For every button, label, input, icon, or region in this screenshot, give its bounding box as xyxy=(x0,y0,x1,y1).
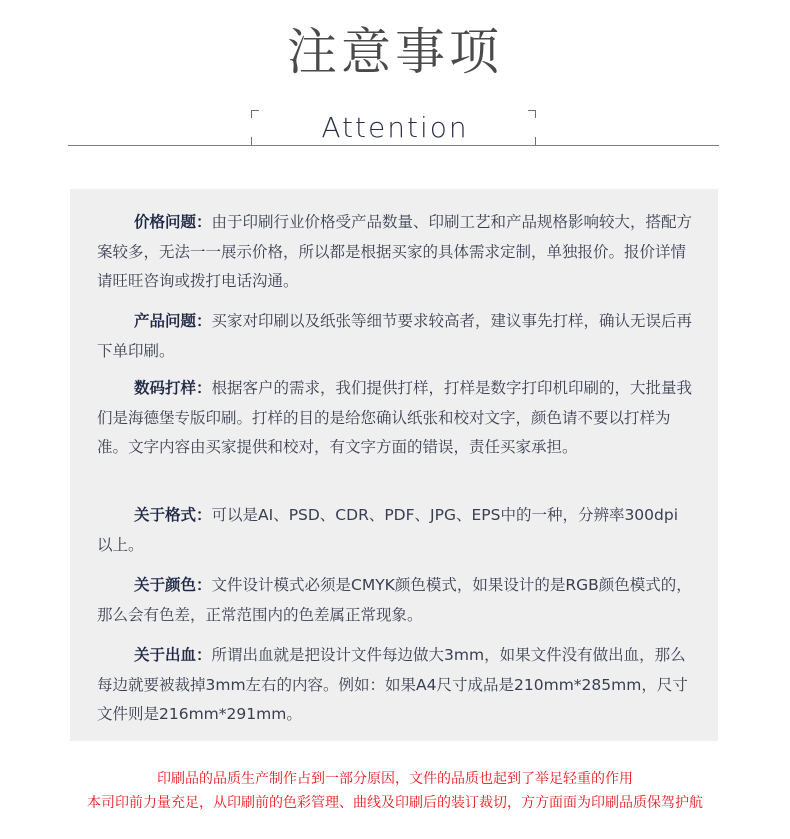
note-label: 关于出血： xyxy=(134,646,212,664)
note-label: 关于格式： xyxy=(134,506,212,524)
note-text: 根据客户的需求，我们提供打样，打样是数字打印机印刷的，大批量我们是海德堡专版印刷。打样的目的是给您确认纸张和校对文字，颜色请不要以打样为准。文字内容由买家提供和校对，有文字方面的错误，责任买家承担。 xyxy=(97,379,693,456)
page-subtitle: Attention xyxy=(321,111,469,144)
note-text: 文件设计模式必须是CMYK颜色模式，如果设计的是RGB颜色模式的，那么会有色差，正常范围内的色差属正常现象。 xyxy=(97,576,692,624)
note-bleed xyxy=(97,641,693,730)
note-color xyxy=(97,571,693,630)
note-text: 所谓出血就是把设计文件每边做大3mm，如果文件没有做出血，那么每边就要被裁掉3mm左右的内容。例如：如果A4尺寸成品是210mm*285mm，尺寸文件则是216mm*291mm。 xyxy=(97,646,688,723)
note-label: 价格问题： xyxy=(134,213,212,231)
note-text: 可以是AI、PSD、CDR、PDF、JPG、EPS中的一种，分辨率300dpi以上。 xyxy=(97,506,679,554)
note-label: 产品问题： xyxy=(134,312,212,330)
notes-panel xyxy=(70,189,718,741)
note-text: 由于印刷行业价格受产品数量、印刷工艺和产品规格影响较大，搭配方案较多，无法一一展示价格，所以都是根据买家的具体需求定制，单独报价。报价详情请旺旺咨询或拨打电话沟通。 xyxy=(97,213,693,290)
page-title: 注意事项 xyxy=(287,23,503,81)
note-text: 买家对印刷以及纸张等细节要求较高者，建议事先打样，确认无误后再下单印刷。 xyxy=(97,312,693,360)
note-format xyxy=(97,501,693,560)
header-divider xyxy=(68,145,719,146)
footer-notice-line-2: 本司印前力量充足，从印刷前的色彩管理、曲线及印刷后的装订裁切，方方面面为印刷品质保驾护航 xyxy=(87,795,703,811)
note-label: 数码打样： xyxy=(134,379,212,397)
note-price xyxy=(97,208,693,297)
footer-notice-line-1: 印刷品的品质生产制作占到一部分原因，文件的品质也起到了举足轻重的作用 xyxy=(157,771,633,787)
note-product xyxy=(97,307,693,366)
note-digital-proof xyxy=(97,374,693,463)
note-label: 关于颜色： xyxy=(134,576,212,594)
